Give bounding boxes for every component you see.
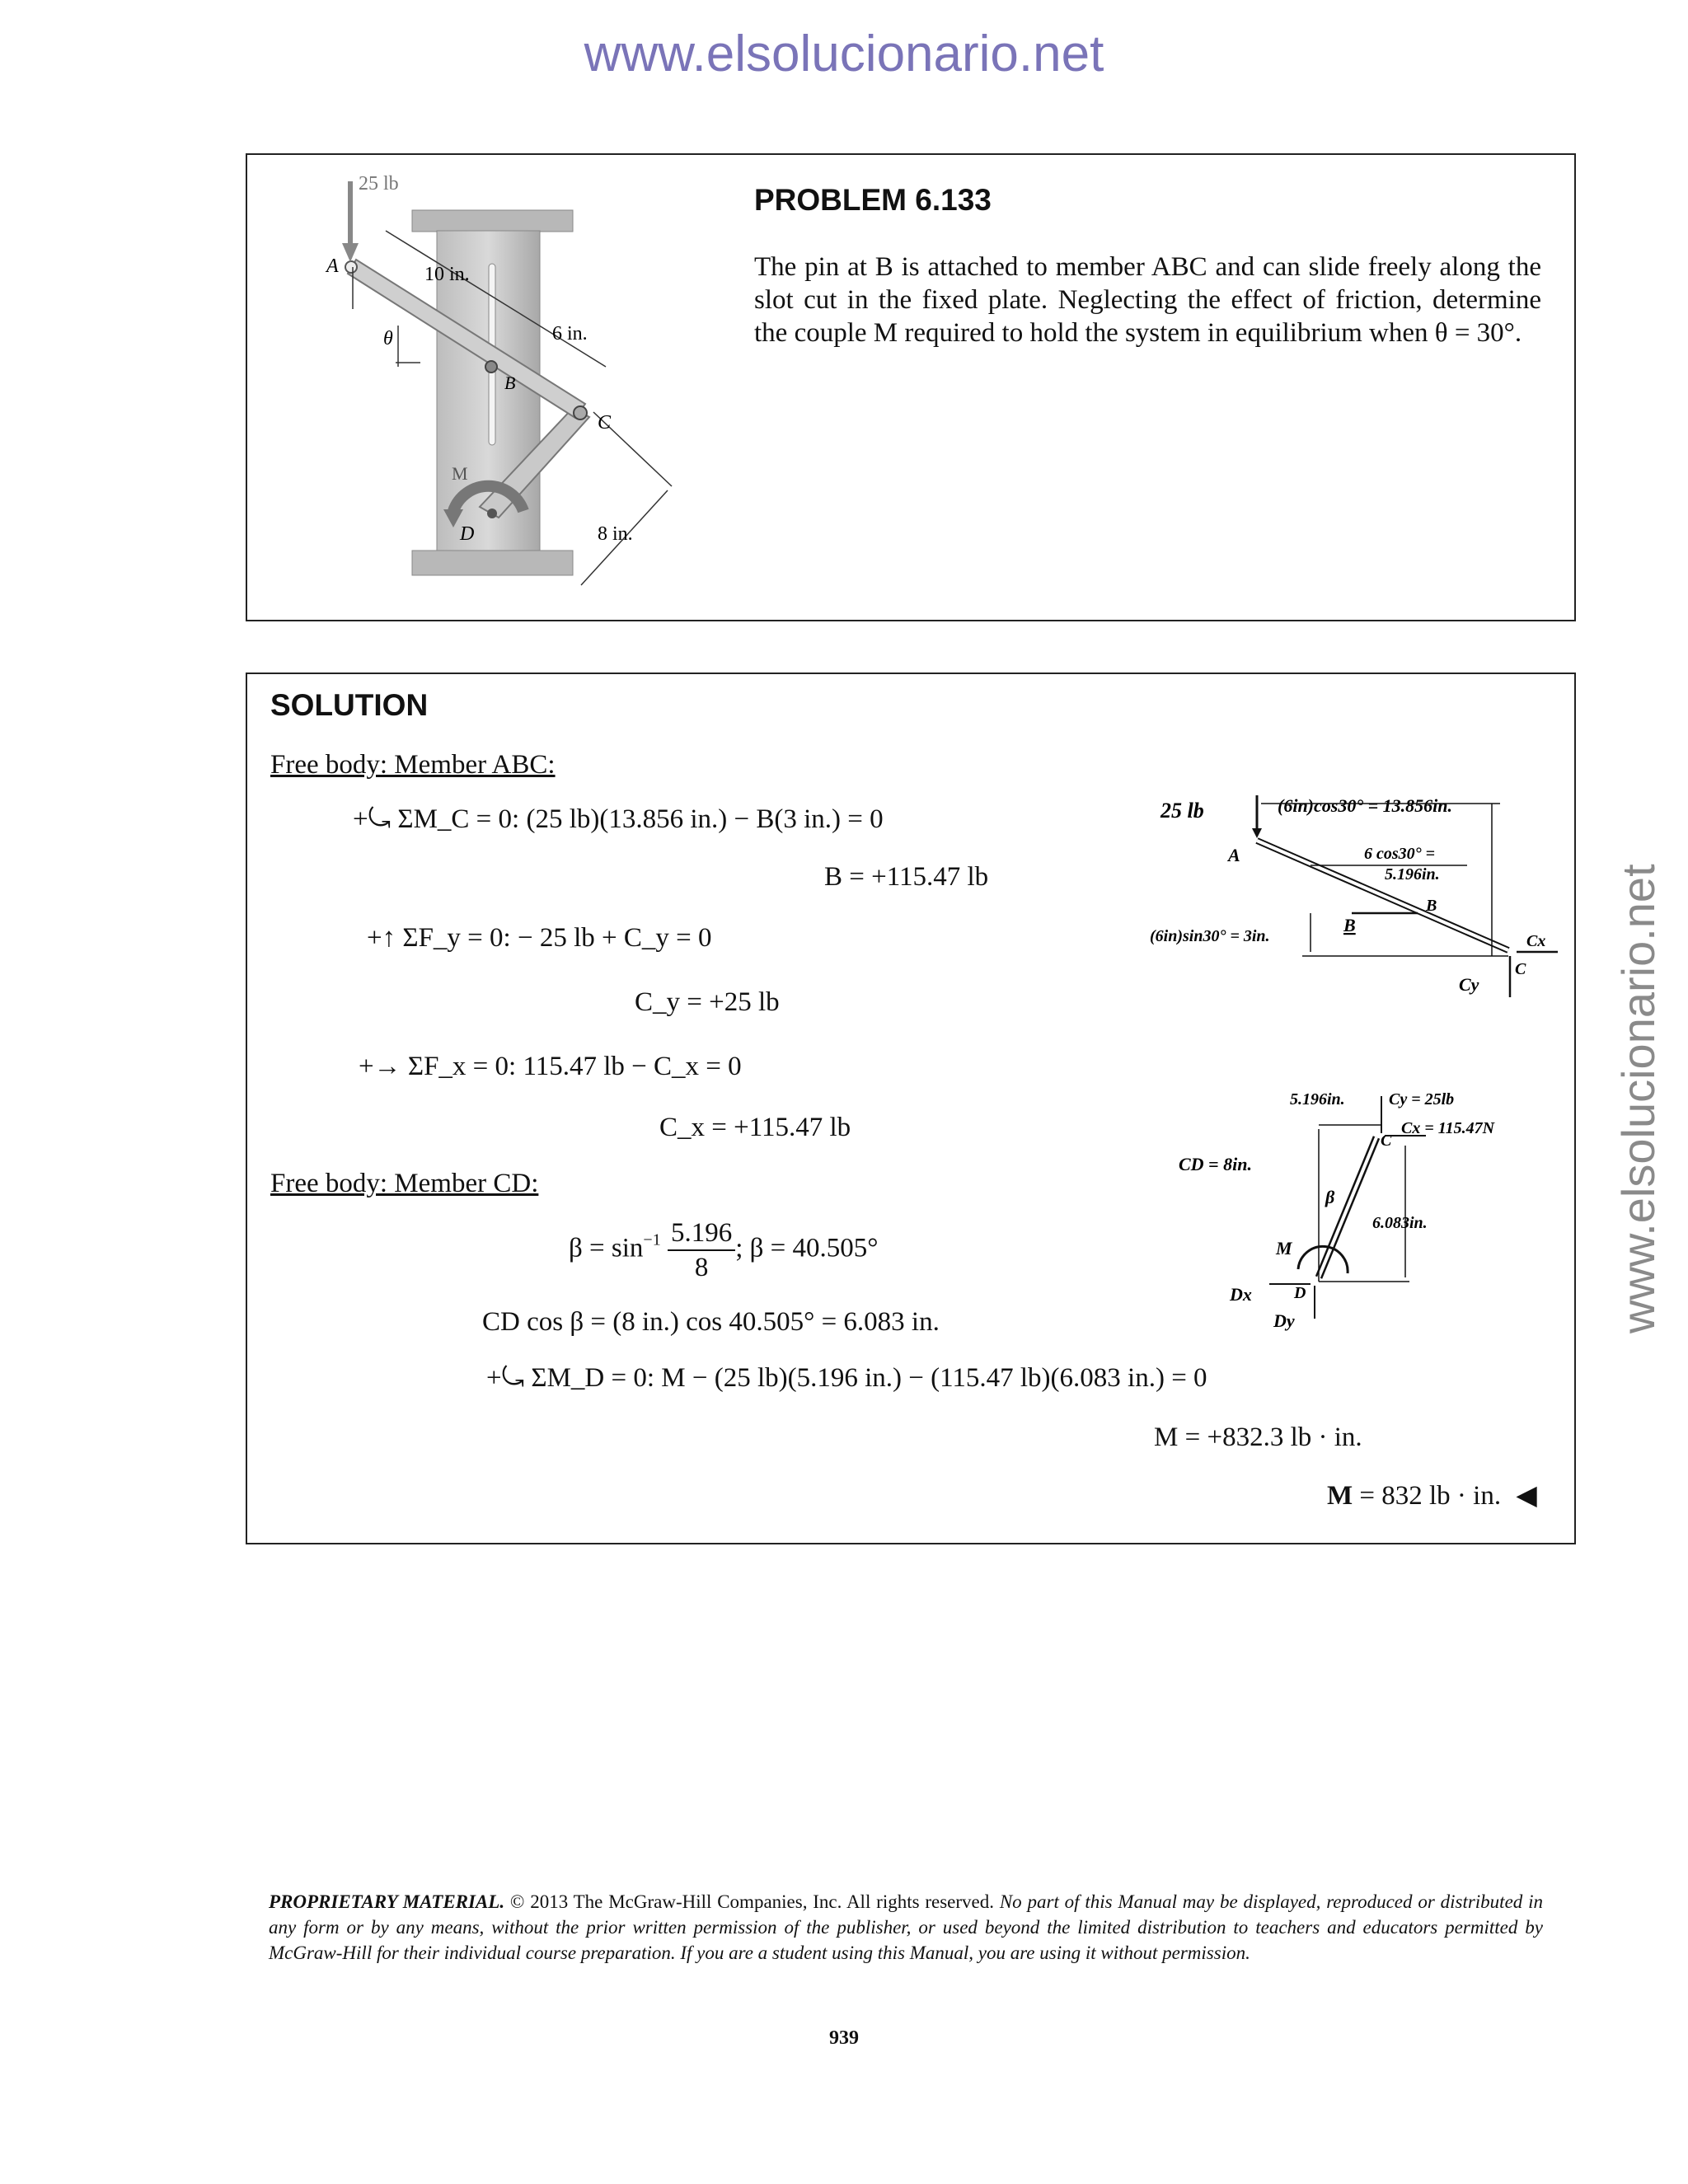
- pin-d: [487, 509, 497, 518]
- pin-c: [574, 406, 587, 419]
- free-body-abc-heading: Free body: Member ABC:: [270, 750, 556, 780]
- final-answer: [1327, 1479, 1537, 1511]
- sketch-abc-b: B: [1426, 897, 1437, 915]
- result-m: M = +832.3 lb · in.: [1154, 1422, 1362, 1452]
- eq2-text: ΣF_y = 0: − 25 lb + C_y = 0: [402, 923, 712, 953]
- solution-title: SOLUTION: [270, 688, 429, 722]
- equation-sum-fy: [367, 923, 711, 954]
- sketch-abc-force: 25 lb: [1160, 799, 1204, 823]
- beta-lhs: β = sin: [569, 1233, 644, 1263]
- sketch-abc-cy: Cy: [1459, 974, 1479, 995]
- sketch-cd-dim-top: 5.196in.: [1290, 1090, 1345, 1108]
- sketch-abc-dim-top: (6in)cos30° = 13.856in.: [1278, 795, 1453, 816]
- top-plate: [412, 210, 573, 232]
- theta-label: θ: [383, 328, 393, 349]
- sketch-abc-c: C: [1515, 960, 1526, 978]
- beta-inverse: −1: [643, 1230, 661, 1249]
- equation-cd-cos: CD cos β = (8 in.) cos 40.505° = 6.083 in.: [482, 1307, 940, 1337]
- pin-a: [345, 261, 357, 273]
- label-b: B: [504, 373, 516, 393]
- label-d: D: [460, 523, 475, 545]
- sketch-cd-c: C: [1381, 1132, 1392, 1150]
- eq5-text: ΣM_D = 0: M − (25 lb)(5.196 in.) − (115.47 lb)(6.083 in.) = 0: [531, 1363, 1207, 1393]
- result-b: B = +115.47 lb: [824, 862, 989, 892]
- sketch-cd-beta: β: [1325, 1187, 1335, 1207]
- sketch-abc-dim-b2: 5.196in.: [1385, 865, 1440, 883]
- problem-statement: The pin at B is attached to member ABC and can slide freely along the slot cut in the fixed plate. Neglecting the effect of friction, determine the couple M required to hold the system in equilibrium when θ = 30°.: [754, 252, 1541, 348]
- force-label: 25 lb: [359, 173, 399, 194]
- beta-fraction: [668, 1216, 735, 1284]
- sketch-cd-cd: CD = 8in.: [1179, 1154, 1252, 1174]
- sketch-cd-member-inner: [1319, 1137, 1376, 1277]
- end-triangle-icon: ◀: [1516, 1481, 1537, 1511]
- sketch-cd-dy: Dy: [1273, 1310, 1295, 1331]
- problem-title: PROBLEM 6.133: [754, 183, 992, 217]
- up-plus-icon: +↑: [367, 923, 396, 953]
- label-a: A: [326, 255, 339, 277]
- beta-denominator: 8: [694, 1253, 709, 1282]
- ccw-plus-icon: +⤿: [353, 804, 392, 834]
- proprietary-notice: [269, 1889, 1543, 1966]
- problem-figure: [313, 165, 701, 593]
- dim-10in: 10 in.: [424, 264, 470, 285]
- equation-sum-fx: [359, 1052, 742, 1082]
- dim-6in: 6 in.: [552, 323, 588, 344]
- beta-numerator: 5.196: [668, 1216, 735, 1251]
- equation-beta: [569, 1216, 878, 1284]
- dim-8in: 8 in.: [598, 523, 633, 545]
- final-answer-symbol: M: [1327, 1481, 1353, 1511]
- sketch-cd-dx: Dx: [1230, 1284, 1252, 1305]
- sketch-cd-cx: Cx = 115.47N: [1401, 1119, 1495, 1137]
- right-plus-icon: +→: [359, 1052, 401, 1081]
- label-m: M: [452, 463, 468, 484]
- beta-rhs: ; β = 40.505°: [735, 1233, 879, 1263]
- result-cy: C_y = +25 lb: [635, 987, 780, 1017]
- pin-b: [485, 361, 497, 373]
- result-cx: C_x = +115.47 lb: [659, 1113, 851, 1142]
- eq1-text: ΣM_C = 0: (25 lb)(13.856 in.) − B(3 in.) = 0: [397, 804, 884, 834]
- equation-sum-moments-d: [486, 1363, 1207, 1394]
- page-number: 939: [829, 2027, 859, 2049]
- sketch-abc-force-head: [1252, 828, 1262, 838]
- final-answer-value: = 832 lb · in.: [1353, 1481, 1502, 1511]
- sketch-abc-dim-left: (6in)sin30° = 3in.: [1150, 927, 1270, 945]
- notice-normal: © 2013 The McGraw-Hill Companies, Inc. All rights reserved.: [504, 1891, 1000, 1912]
- sketch-abc-b-force: B: [1343, 915, 1356, 935]
- bottom-plate: [412, 551, 573, 575]
- sketch-abc-a: A: [1228, 845, 1240, 865]
- side-watermark: www.elsolucionario.net: [1612, 864, 1664, 1333]
- sketch-cd-m: M: [1276, 1238, 1292, 1258]
- sketch-abc: [1146, 783, 1574, 1005]
- sketch-cd-h: 6.083in.: [1372, 1214, 1428, 1232]
- ccw-plus-icon-2: +⤿: [486, 1363, 525, 1393]
- notice-bold: PROPRIETARY MATERIAL.: [269, 1891, 505, 1912]
- label-c: C: [598, 412, 612, 434]
- sketch-abc-cx: Cx: [1526, 932, 1546, 950]
- free-body-cd-heading: Free body: Member CD:: [270, 1169, 539, 1198]
- equation-sum-moments-c: [353, 804, 884, 835]
- sketch-cd: [1162, 1080, 1508, 1352]
- notice-italic: No part of this Manual may be displayed, reproduced or distributed in any form or by any means, without the prior written permission of the publisher, or used beyond the limited distribution to teachers and educators permitted by McGraw-Hill for their individual course preparation. If you are a student using this Manual, you are using it without permission.: [269, 1891, 1543, 1963]
- eq3-text: ΣF_x = 0: 115.47 lb − C_x = 0: [407, 1052, 742, 1081]
- site-watermark: www.elsolucionario.net: [584, 26, 1104, 82]
- sketch-cd-d: D: [1294, 1284, 1306, 1302]
- sketch-abc-dim-b1: 6 cos30° =: [1364, 845, 1436, 863]
- sketch-cd-cy: Cy = 25lb: [1389, 1090, 1455, 1108]
